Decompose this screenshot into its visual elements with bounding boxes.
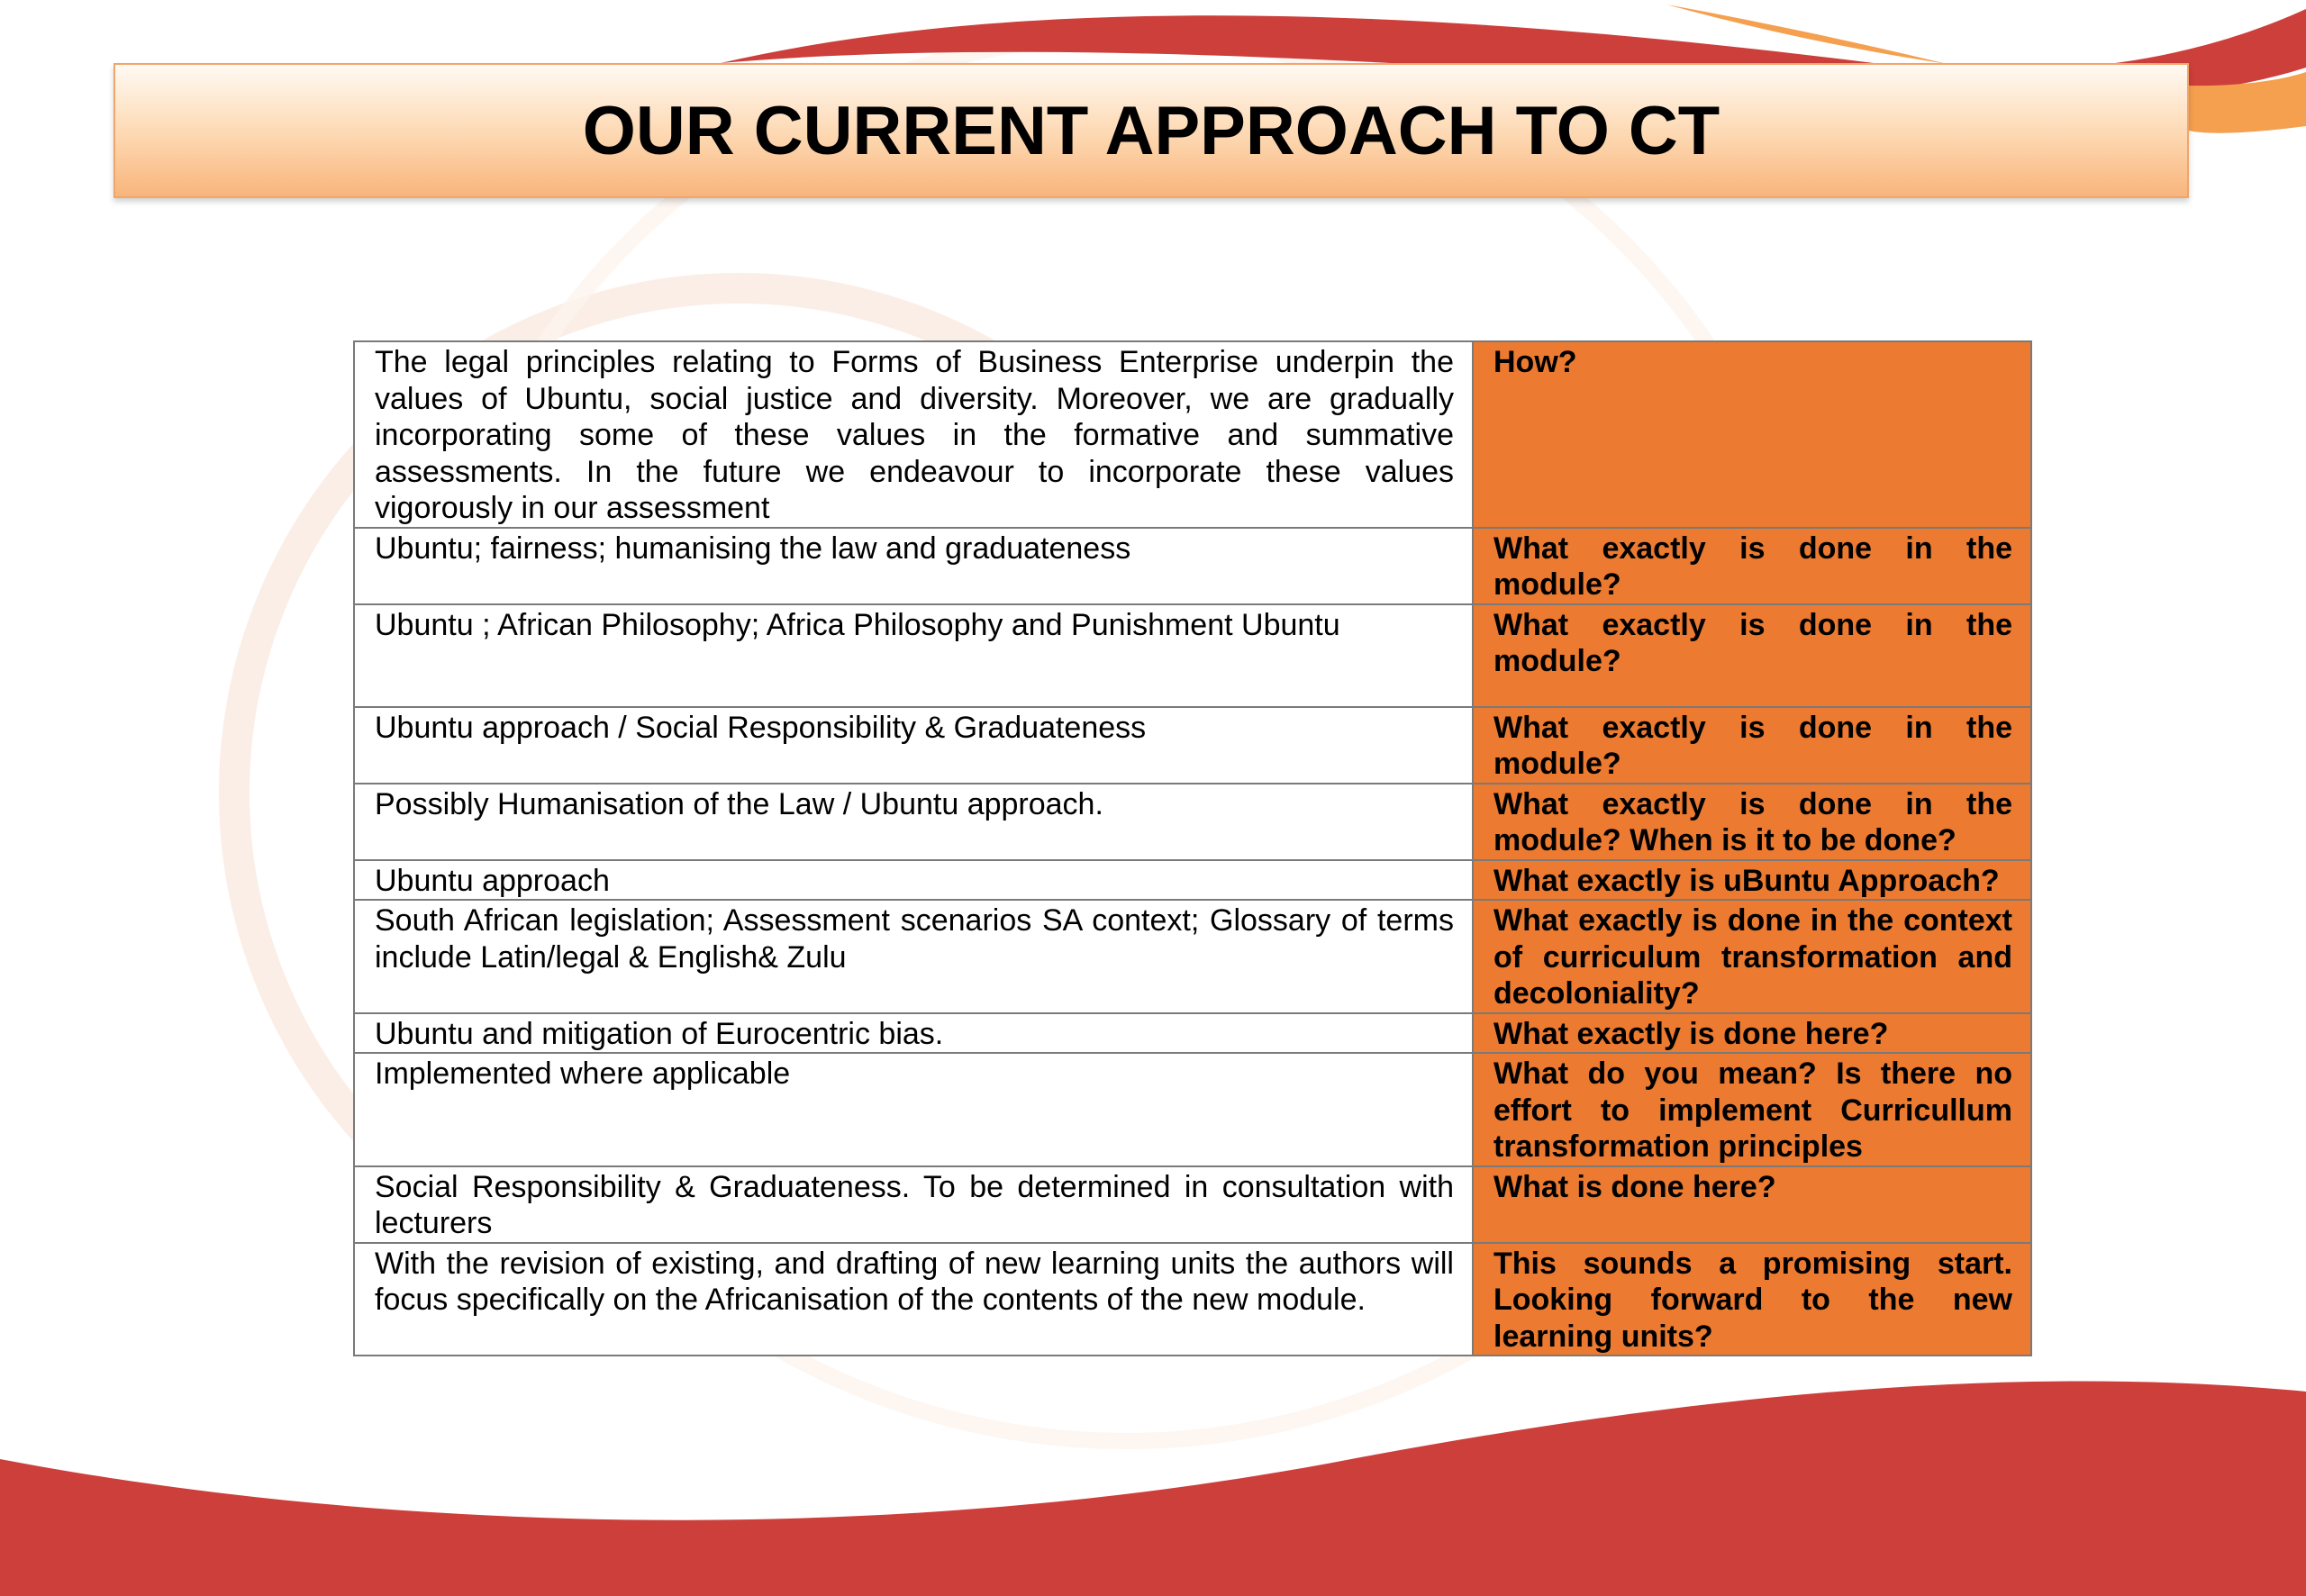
comment-cell: What exactly is done in the module? When is it to be done? — [1473, 784, 2031, 860]
table-row — [354, 604, 2031, 707]
table-row — [354, 341, 2031, 528]
page-title: OUR CURRENT APPROACH TO CT — [582, 92, 1720, 169]
statement-cell: The legal principles relating to Forms of Business Enterprise underpin the values of Ubuntu, social justice and diversity. Moreover, we are gradually incorporating some of these values in the formative and summative assessments. In the future we endeavour to incorporate these values vigorously in our assessment — [354, 341, 1473, 528]
statement-cell: Ubuntu and mitigation of Eurocentric bias. — [354, 1013, 1473, 1054]
table-row — [354, 784, 2031, 860]
ct-approach-table — [353, 340, 2032, 1356]
comment-cell: What exactly is done here? — [1473, 1013, 2031, 1054]
comment-cell: What exactly is done in the module? — [1473, 707, 2031, 784]
comment-cell: What do you mean? Is there no effort to implement Curricullum transformation principles — [1473, 1053, 2031, 1166]
table-row — [354, 1166, 2031, 1243]
statement-cell: Ubuntu; fairness; humanising the law and graduateness — [354, 528, 1473, 604]
comment-cell: What exactly is done in the module? — [1473, 528, 2031, 604]
comment-cell: What exactly is done in the context of curriculum transformation and decoloniality? — [1473, 900, 2031, 1013]
comment-cell: What is done here? — [1473, 1166, 2031, 1243]
statement-cell: Social Responsibility & Graduateness. To be determined in consultation with lecturers — [354, 1166, 1473, 1243]
bottom-wave — [0, 1382, 2306, 1596]
table-row — [354, 528, 2031, 604]
table-row — [354, 1013, 2031, 1054]
table-row — [354, 1243, 2031, 1356]
table-row — [354, 707, 2031, 784]
comment-cell: What exactly is done in the module? — [1473, 604, 2031, 707]
statement-cell: Implemented where applicable — [354, 1053, 1473, 1166]
statement-cell: Ubuntu ; African Philosophy; Africa Philosophy and Punishment Ubuntu — [354, 604, 1473, 707]
comment-cell: What exactly is uBuntu Approach? — [1473, 860, 2031, 901]
statement-cell: Ubuntu approach / Social Responsibility & Graduateness — [354, 707, 1473, 784]
table-row — [354, 900, 2031, 1013]
comment-cell: This sounds a promising start. Looking forward to the new learning units? — [1473, 1243, 2031, 1356]
comment-cell: How? — [1473, 341, 2031, 528]
statement-cell: Possibly Humanisation of the Law / Ubuntu approach. — [354, 784, 1473, 860]
statement-cell: With the revision of existing, and drafting of new learning units the authors will focus specifically on the Africanisation of the contents of the new module. — [354, 1243, 1473, 1356]
table-row — [354, 860, 2031, 901]
statement-cell: Ubuntu approach — [354, 860, 1473, 901]
statement-cell: South African legislation; Assessment scenarios SA context; Glossary of terms include Latin/legal & English& Zulu — [354, 900, 1473, 1013]
title-banner — [113, 63, 2189, 198]
table-row — [354, 1053, 2031, 1166]
